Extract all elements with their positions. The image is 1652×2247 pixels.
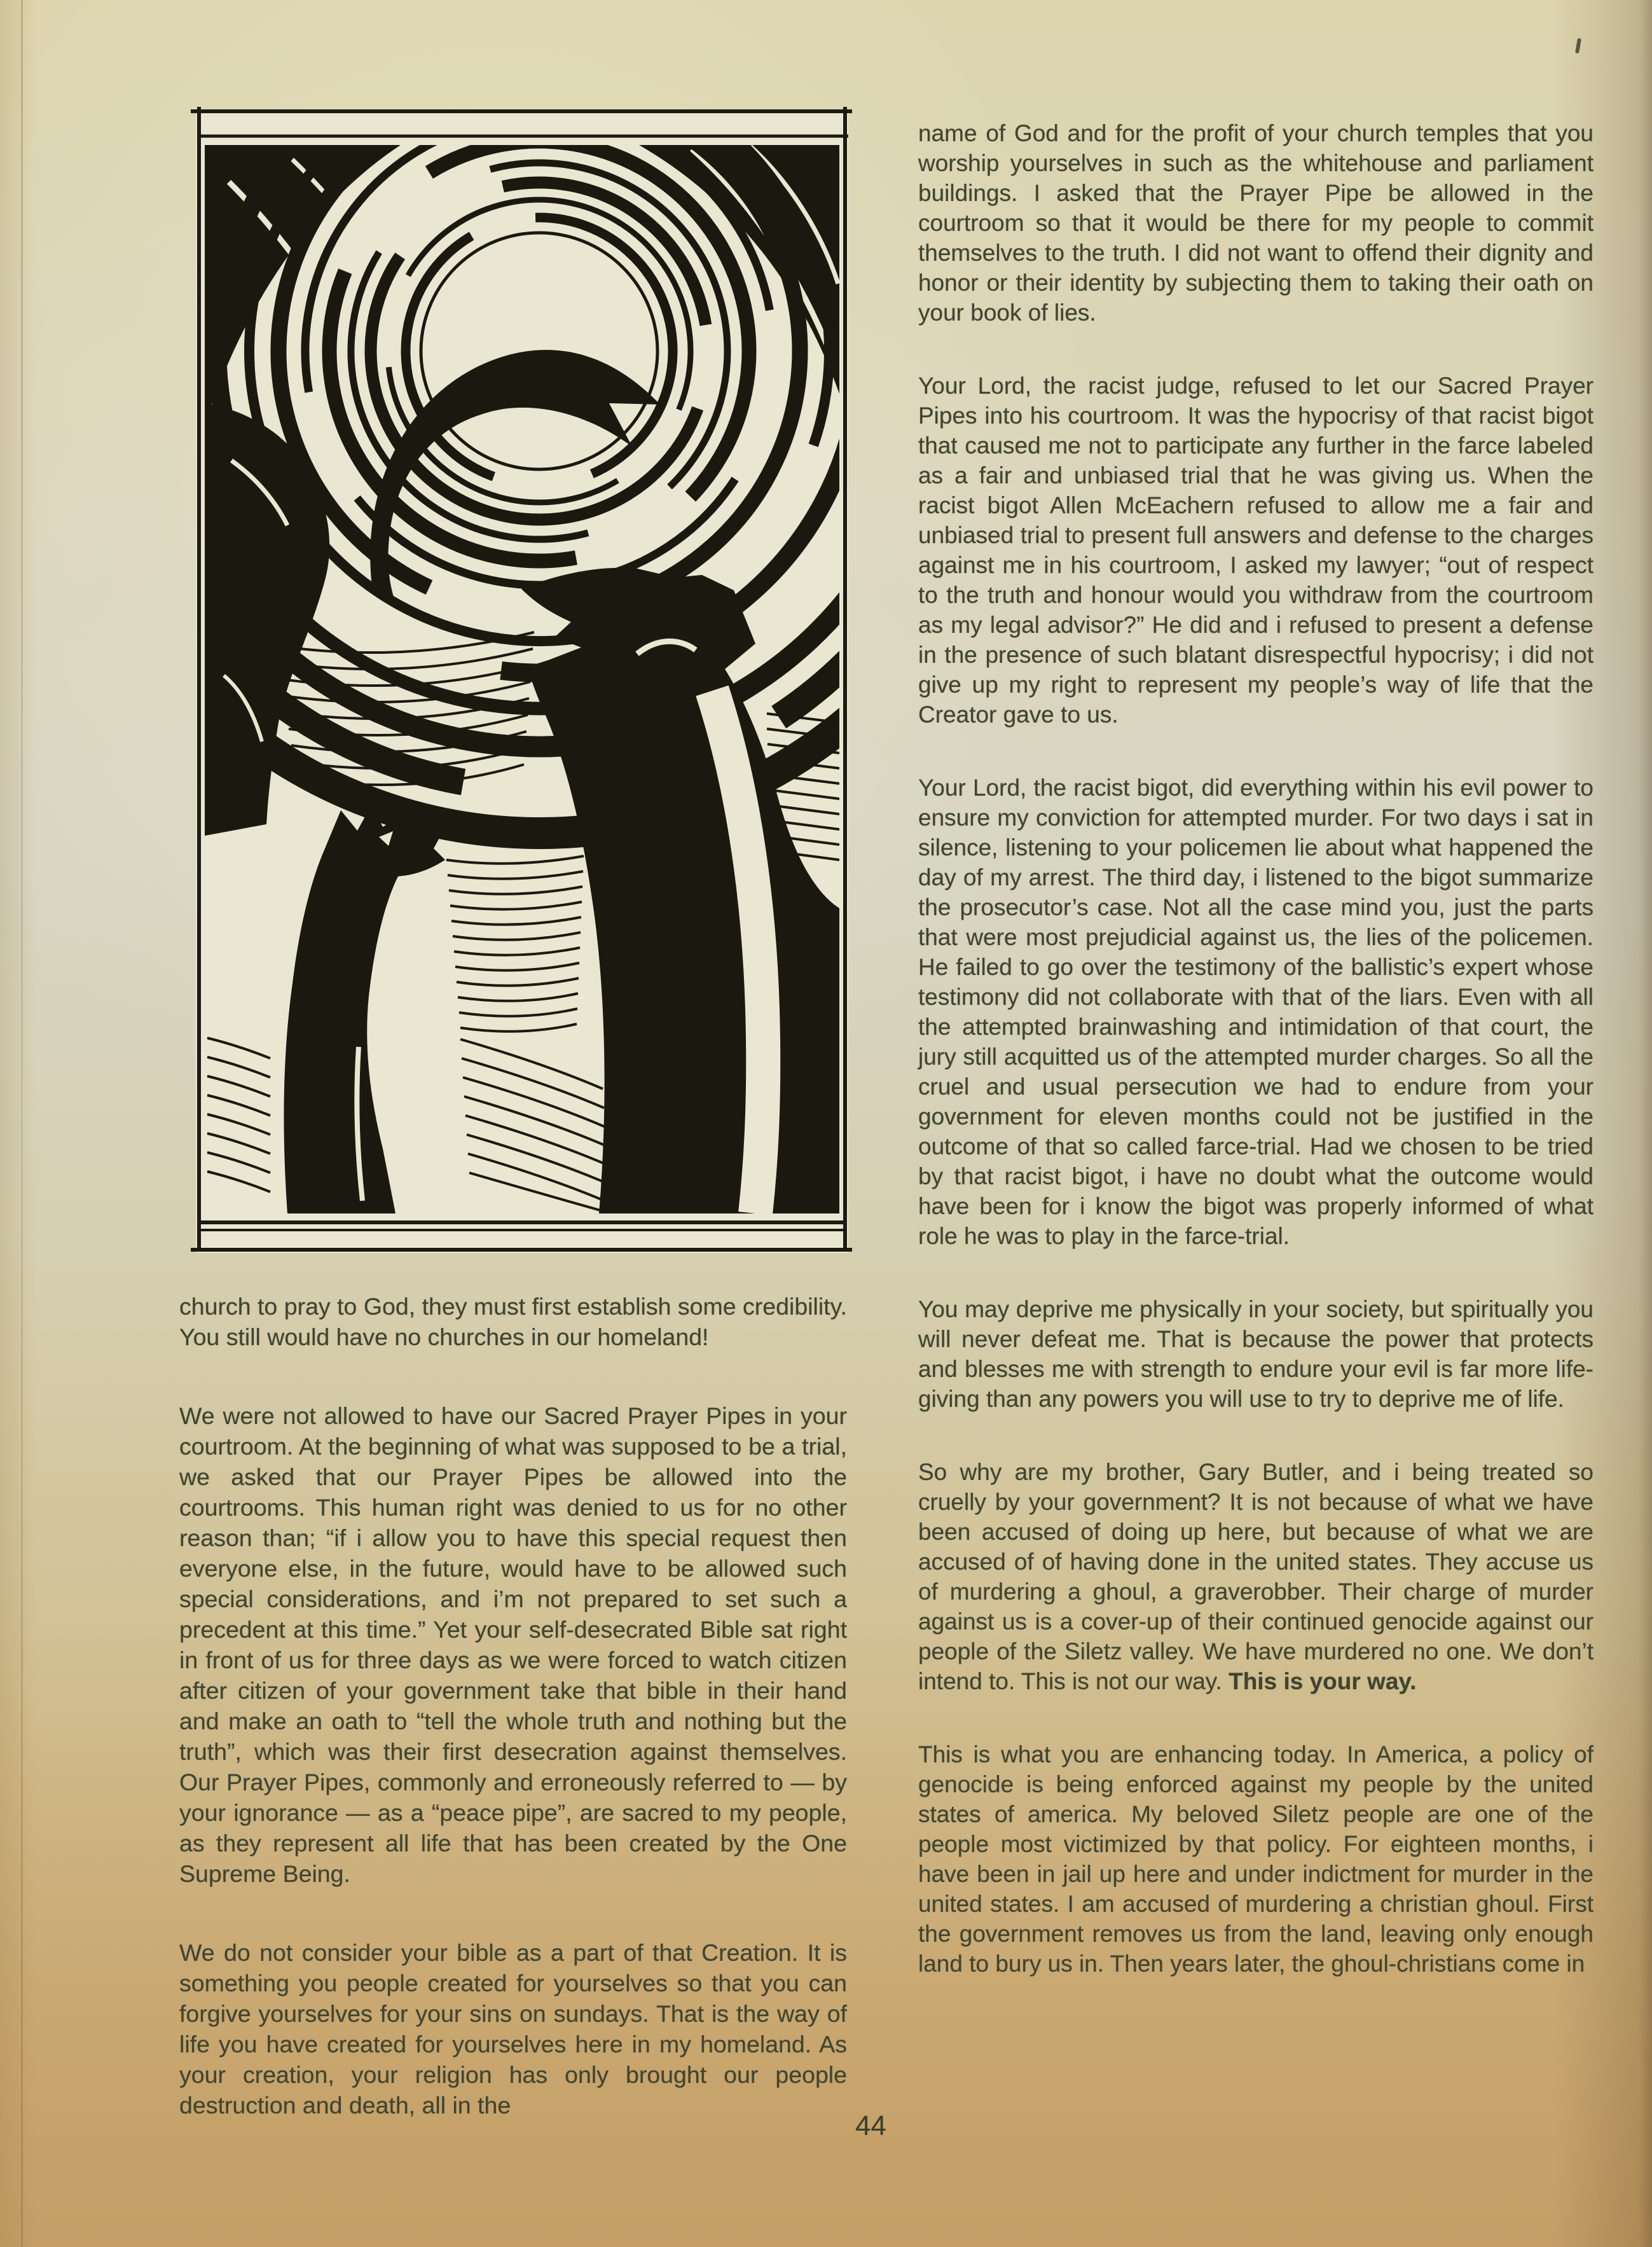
paragraph-text: So why are my brother, Gary Butler, and i being treated so cruelly by your government? It is not because of what we have been accused of doing up here, but because of what we are accused of of having done in the united states. They accuse us of murdering a ghoul, a graverobber. Their charge of murder against us is a cover-up of their continued genocide against our people of the Siletz valley. We have murdered no one. We don’t intend to. This is not our way. — [918, 1459, 1593, 1694]
ink-speck — [1575, 38, 1581, 54]
paragraph — [179, 1291, 847, 1352]
page-number: 44 — [855, 2110, 886, 2141]
paragraph-text: name of God and for the profit of your church temples that you worship yourselves in such as the whitehouse and parliament buildings. I asked that the Prayer Pipe be allowed in the courtroom so that it would be there for my people to commit themselves to the truth. I did not want to offend their dignity and honor or their identity by subjecting them to taking their oath on your book of lies. — [918, 120, 1593, 326]
paragraph — [918, 1739, 1593, 1979]
paragraph — [918, 1457, 1593, 1696]
right-column — [918, 118, 1593, 2022]
paragraph-text: We do not consider your bible as a part of that Creation. It is something you people created for yourselves so that you can forgive yourselves for your sins on sundays. That is the way of life you have created for yourselves here in my homeland. As your creation, your religion has only brought our people destruction and death, all in the — [179, 1939, 847, 2119]
left-column — [179, 1291, 847, 2169]
paragraph — [918, 371, 1593, 729]
paragraph-text: You may deprive me physically in your society, but spiritually you will never defeat me. That is because the power that protects and blesses me with strength to endure your evil is far more life-giving than any powers you will use to try to deprive me of life. — [918, 1296, 1593, 1412]
paragraph-text: This is what you are enhancing today. In America, a policy of genocide is being enforced against my people by the united states of america. My beloved Siletz people are one of the people most victimized by that policy. For eighteen months, i have been in jail up here and under indictment for murder in the united states. I am accused of murdering a christian ghoul. First the government removes us from the land, leaving only enough land to bury us in. Then years later, the ghoul-christians come in — [918, 1741, 1593, 1977]
paragraph — [918, 773, 1593, 1251]
emphasized-text: This is your way. — [1229, 1668, 1417, 1694]
woodcut-illustration — [191, 104, 853, 1258]
woodcut-illustration-graphic — [191, 104, 853, 1258]
paragraph — [179, 1400, 847, 1889]
paragraph — [918, 118, 1593, 328]
paragraph-text: Your Lord, the racist bigot, did everything within his evil power to ensure my conviction for attempted murder. For two days i sat in silence, listening to your policemen lie about what happened the day of my arrest. The third day, i listened to the bigot summarize the prosecutor’s case. Not all the case mind you, just the parts that were most prejudicial against us, the lies of the policemen. He failed to go over the testimony of the ballistic’s expert whose testimony did not collaborate with that of the liars. Even with all the attempted brainwashing and intimidation of that court, the jury still acquitted us of the attempted murder charges. So all the cruel and usual persecution we had to endure from your government for eleven months could not be justified in the outcome of that so called farce-trial. Had we chosen to be tried by that racist bigot, i have no doubt what the outcome would have been for i know the bigot was properly informed of what role he was to play in the farce-trial. — [918, 775, 1593, 1249]
paragraph-text: Your Lord, the racist judge, refused to let our Sacred Prayer Pipes into his courtroom. It was the hypocrisy of that racist bigot that caused me not to participate any further in the farce labeled as a fair and unbiased trial that he was giving us. When the racist bigot Allen McEachern refused to allow me a fair and unbiased trial to present full answers and defense to the charges against me in his courtroom, I asked my lawyer; “out of respect to the truth and honour would you withdraw from the courtroom as my legal advisor?” He did and i refused to present a defense in the presence of such blatant disrespectful hypocrisy; i did not give up my right to represent my people’s way of life that the Creator gave to us. — [918, 373, 1593, 728]
paragraph-text: church to pray to God, they must first establish some credibility. You still would have no churches in our homeland! — [179, 1293, 847, 1350]
paragraph — [179, 1937, 847, 2120]
paragraph — [918, 1294, 1593, 1414]
paragraph-text: We were not allowed to have our Sacred Prayer Pipes in your courtroom. At the beginning of what was supposed to be a trial, we asked that our Prayer Pipes be allowed into the courtrooms. This human right was denied to us for no other reason than; “if i allow you to have this special request then everyone else, in the future, would have to be allowed such special considerations, and i’m not prepared to set such a precedent at this time.” Yet your self-desecrated Bible sat right in front of us for three days as we were forced to watch citizen after citizen of your government take that bible in their hand and make an oath to “tell the whole truth and nothing but the truth”, which was their first desecration against themselves. Our Prayer Pipes, commonly and erroneously referred to — by your ignorance — as a “peace pipe”, are sacred to my people, as they represent all life that has been created by the One Supreme Being. — [179, 1402, 847, 1887]
page-binding-crease — [21, 0, 23, 2247]
